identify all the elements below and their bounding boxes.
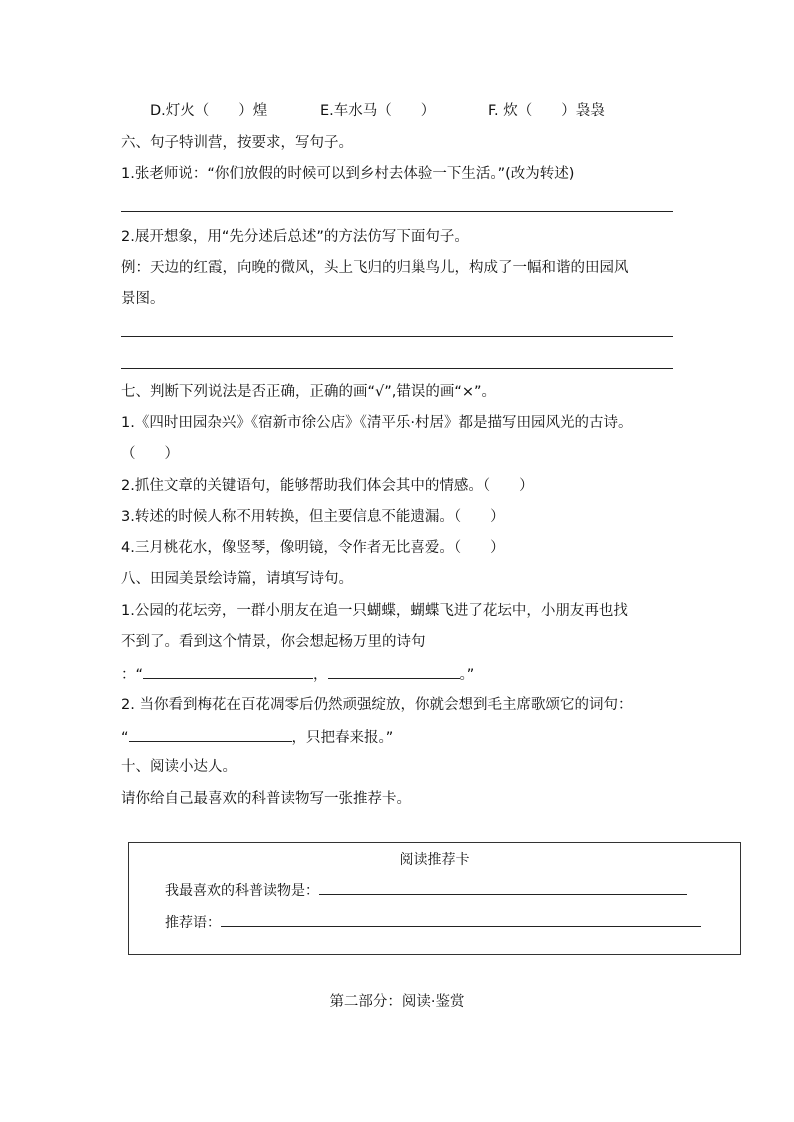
- s6-example-line-1: 例：天边的红霞，向晚的微风，头上飞归的归巢鸟儿，构成了一幅和谐的田园风: [121, 260, 629, 276]
- card-field-recommendation: [165, 913, 701, 933]
- s8-q2-open-quote: “: [121, 730, 129, 746]
- card-field-recommendation-label: 推荐语：: [165, 915, 221, 931]
- s6-example-line-2: 景图。: [121, 291, 165, 307]
- section-7-heading: 七、判断下列说法是否正确，正确的画“√”,错误的画“×”。: [121, 384, 497, 400]
- q5-option-d: D.灯火（ ）煌: [150, 103, 268, 119]
- s6-q1-answer-line[interactable]: [121, 211, 673, 212]
- s7-question-2: 2.抓住文章的关键语句，能够帮助我们体会其中的情感。（ ）: [121, 478, 534, 494]
- s8-q1-close-quote: 。”: [459, 667, 475, 683]
- s6-question-2: 2.展开想象，用“先分述后总述”的方法仿写下面句子。: [121, 229, 469, 245]
- s7-q1-answer-bracket[interactable]: （ ）: [121, 446, 179, 462]
- s6-q2-answer-line-2[interactable]: [121, 368, 673, 369]
- q5-option-e: E.车水马（ ）: [320, 103, 436, 119]
- section-8-heading: 八、田园美景绘诗篇，请填写诗句。: [121, 571, 353, 587]
- s7-question-4: 4.三月桃花水，像竖琴，像明镜，令作者无比喜爱。（ ）: [121, 540, 505, 556]
- s8-q2-blank[interactable]: [129, 726, 292, 742]
- q5-option-f: F. 炊（ ）袅袅: [488, 103, 605, 119]
- s6-question-1: 1.张老师说：“你们放假的时候可以到乡村去体验一下生活。”(改为转述): [121, 166, 575, 182]
- card-field-book: [165, 881, 687, 901]
- s6-q2-answer-line-1[interactable]: [121, 336, 673, 337]
- recommendation-card: [128, 842, 741, 955]
- card-field-recommendation-input[interactable]: [221, 914, 701, 927]
- s7-question-3: 3.转述的时候人称不用转换，但主要信息不能遗漏。（ ）: [121, 509, 505, 525]
- s10-instruction: 请你给自己最喜欢的科普读物写一张推荐卡。: [121, 791, 411, 807]
- s8-q1-fill-row: [121, 663, 474, 685]
- s8-question-2-line-1: 2. 当你看到梅花在百花凋零后仍然顽强绽放，你就会想到毛主席歌颂它的词句：: [121, 697, 633, 713]
- s8-q1-comma: ，: [313, 667, 328, 683]
- s8-q1-open-quote: ：“: [121, 667, 144, 683]
- s8-q2-tail: ，只把春来报。”: [291, 730, 394, 746]
- card-field-book-label: 我最喜欢的科普读物是：: [165, 883, 319, 899]
- section-10-heading: 十、阅读小达人。: [121, 759, 237, 775]
- s8-q1-blank-2[interactable]: [328, 663, 460, 679]
- s8-q1-blank-1[interactable]: [143, 663, 313, 679]
- s8-question-1-line-1: 1.公园的花坛旁，一群小朋友在追一只蝴蝶，蝴蝶飞进了花坛中，小朋友再也找: [121, 603, 628, 619]
- card-title: 阅读推荐卡: [399, 852, 470, 868]
- s7-question-1: 1.《四时田园杂兴》《宿新市徐公店》《清平乐·村居》都是描写田园风光的古诗。: [121, 415, 633, 431]
- part-2-title: 第二部分：阅读·鉴赏: [329, 994, 465, 1010]
- card-field-book-input[interactable]: [319, 882, 687, 895]
- s8-q2-fill-row: [121, 726, 393, 748]
- section-6-heading: 六、句子特训营，按要求，写句子。: [121, 135, 353, 151]
- s8-question-1-line-2: 不到了。看到这个情景，你会想起杨万里的诗句: [121, 634, 426, 650]
